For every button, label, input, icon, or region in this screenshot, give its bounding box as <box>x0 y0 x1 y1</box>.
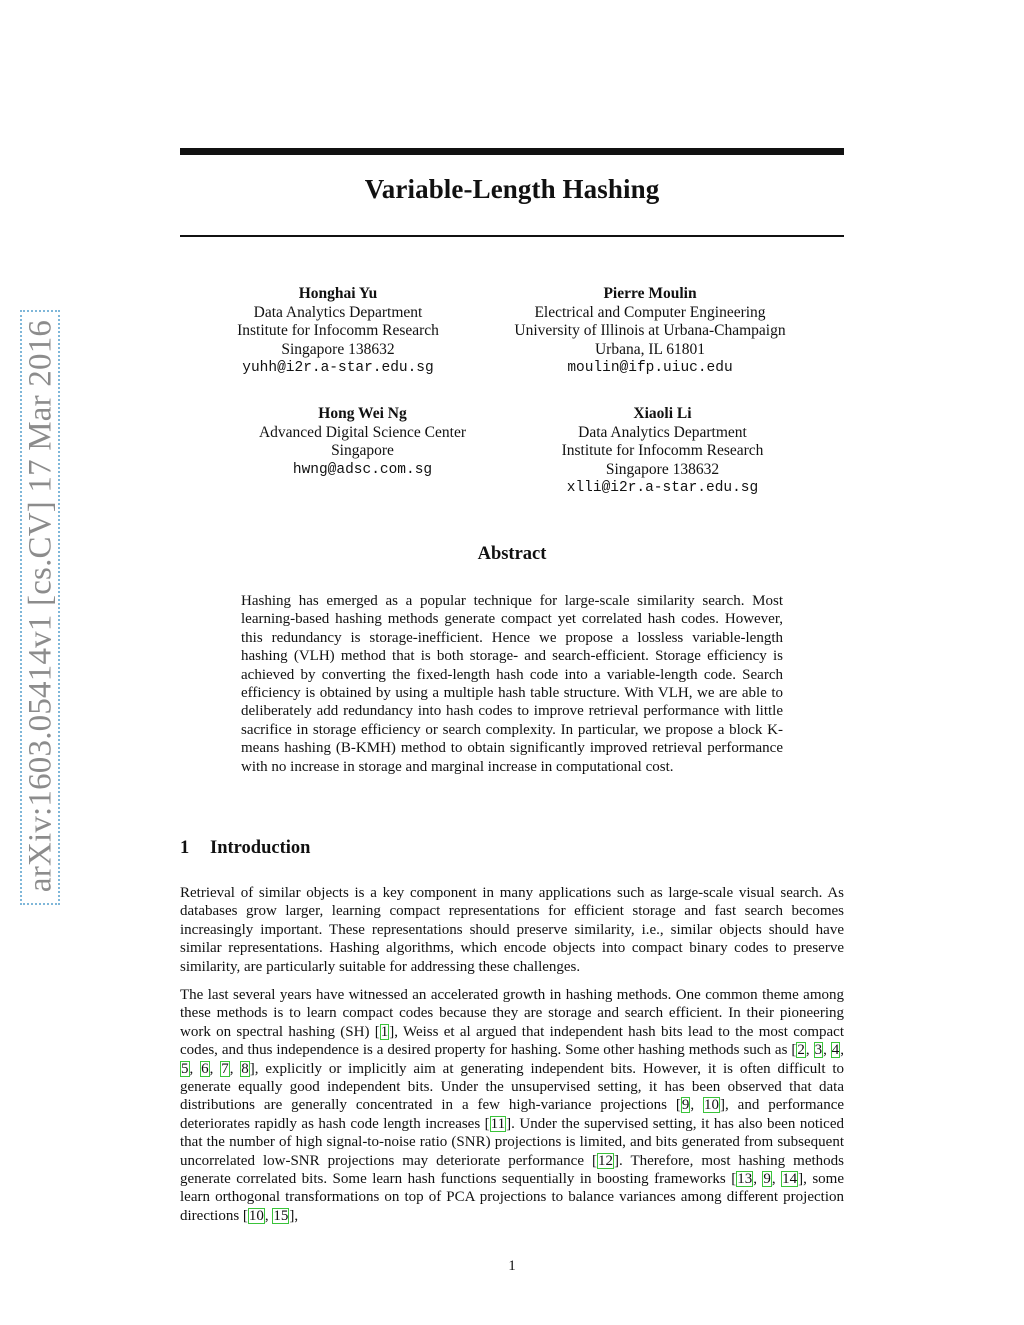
author-affiliation: University of Illinois at Urbana-Champaign <box>514 322 786 339</box>
section-number: 1 <box>180 838 190 858</box>
page-number: 1 <box>508 1258 516 1274</box>
paper-title: Variable-Length Hashing <box>364 174 660 204</box>
author-affiliation: Institute for Infocomm Research <box>561 442 764 459</box>
citation-link[interactable]: 10 <box>248 1207 264 1224</box>
author-email: moulin@ifp.uiuc.edu <box>567 360 733 376</box>
citation-link[interactable]: 6 <box>201 1060 209 1077</box>
citation-link[interactable]: 14 <box>782 1171 798 1188</box>
author-affiliation: Urbana, IL 61801 <box>594 340 706 358</box>
author-block-4 <box>530 405 795 498</box>
text-run: ]. Under the supervised setting, it has also been noticed that the number of high signal-to-noise ratio (SNR) projections is limited, and bits generated from subsequent uncorrelated low-SNR projections may deteriorate performance [ <box>180 1115 844 1169</box>
citation-link[interactable]: 7 <box>221 1060 229 1077</box>
text-run: ], <box>289 1207 299 1224</box>
section-heading <box>180 838 310 859</box>
citation-link[interactable]: 13 <box>737 1171 753 1188</box>
citation-link[interactable]: 9 <box>681 1097 690 1114</box>
author-name: Honghai Yu <box>298 285 378 302</box>
text-run: ]. Therefore, most hashing methods generate correlated bits. Some learn hash functions sequentially in boosting frameworks [ <box>180 1152 844 1188</box>
citation-link[interactable]: 5 <box>181 1060 189 1077</box>
author-email: yuhh@i2r.a-star.edu.sg <box>242 360 434 376</box>
author-affiliation: Singapore <box>331 442 394 459</box>
abstract-text: Hashing has emerged as a popular technique for large-scale similarity search. Most learning-based hashing methods generate compact yet correlated hash codes. However, this redundancy is storage-inefficient. Hence we propose a lossless variable-length hashing (VLH) method that is both storage- and search-efficient. Storage efficiency is achieved by converting the fixed-length hash code into a variable-length code. Search efficiency is obtained by using a multiple hash table structure. With VLH, we are able to deliberately add redundancy into hash codes to improve retrieval performance with little sacrifice in storage efficiency or search complexity. In particular, we propose a block K-means hashing (B-KMH) method to obtain significantly improved retrieval performance with no increase in storage and marginal increase in computational cost. <box>241 593 783 775</box>
citation-link[interactable]: 11 <box>490 1115 506 1132</box>
citation-link[interactable]: 3 <box>814 1042 823 1059</box>
author-block-2 <box>500 285 800 378</box>
author-block-1 <box>198 285 478 378</box>
author-name: Hong Wei Ng <box>318 405 407 422</box>
intro-paragraph-2: The last several years have witnessed an accelerated growth in hashing methods. One common theme among these methods is to learn compact codes because they are storage and search efficient. In their pioneering work on spectral hashing (SH) [1], Weiss et al argued that independent hash bits lead to the most compact codes, and thus independence is a desired property for hashing. Some other hashing methods such as [2, 3, 4, 5, 6, 7, 8], explicitly or implicitly aim at generating independent bits. However, it is often difficult to generate equally good independent bits. Under the unsupervised setting, it has been observed that data distributions are generally concentrated in a few high-variance projections [9, 10], and performance deteriorates rapidly as hash code length increases [11]. Under the supervised setting, it has also been noticed that the number of high signal-to-noise ratio (SNR) projections is limited, and bits generated from subsequent uncorrelated low-SNR projections may deteriorate performance [12]. Therefore, most hashing methods generate correlated bits. Some learn hash functions sequentially in boosting frameworks [13, 9, 14], some learn orthogonal transformations on top of PCA projections to balance variances among different projection directions [10, 15], <box>180 987 845 1224</box>
citation-link[interactable]: 1 <box>380 1023 389 1040</box>
citation-link[interactable]: 8 <box>241 1060 249 1077</box>
author-affiliation: Institute for Infocomm Research <box>237 322 439 339</box>
author-affiliation: Data Analytics Department <box>253 303 423 321</box>
citation-link[interactable]: 12 <box>598 1152 613 1169</box>
citation-link[interactable]: 15 <box>273 1207 289 1224</box>
author-affiliation: Data Analytics Department <box>578 423 747 441</box>
author-affiliation: Singapore 138632 <box>605 460 720 478</box>
section-title: Introduction <box>210 838 311 858</box>
author-name: Xiaoli Li <box>633 405 692 422</box>
abstract-heading: Abstract <box>477 544 547 564</box>
citation-link[interactable]: 9 <box>763 1171 771 1188</box>
title-bottom-rule <box>180 235 844 237</box>
title-top-rule <box>180 148 844 155</box>
text-run: ], and performance deteriorates rapidly as hash code length increases [ <box>180 1097 845 1132</box>
author-email: hwng@adsc.com.sg <box>292 461 433 478</box>
author-affiliation: Advanced Digital Science Center <box>258 423 467 441</box>
intro-paragraph-1: Retrieval of similar objects is a key component in many applications such as large-scale visual search. As databases grow larger, learning compact representations for efficient storage and fast search becomes increasingly important. These representations should preserve similarity, i.e., similar objects should have similar representations. Hashing algorithms, which encode objects into compact binary codes to preserve similarity, are particularly suitable for addressing these challenges. <box>180 885 844 975</box>
author-email: xlli@i2r.a-star.edu.sg <box>566 480 759 496</box>
text-run: The last several years have witnessed an accelerated growth in hashing methods. One common theme among these methods is to learn compact codes because they are storage and search efficient. In their pioneering work on spectral hashing (SH) [ <box>180 987 844 1040</box>
author-affiliation: Singapore 138632 <box>281 340 395 358</box>
arxiv-identifier: arXiv:1603.05414v1 [cs.CV] 17 Mar 2016 <box>22 319 59 893</box>
author-affiliation: Electrical and Computer Engineering <box>534 303 766 321</box>
text-run: ], Weiss et al argued that independent hash bits lead to the most compact codes, and thus independence is a desired property for hashing. Some other hashing methods such as [ <box>180 1023 845 1059</box>
text-run: ], some learn orthogonal transformations on top of PCA projections to balance variances among different projection directions [ <box>180 1171 844 1224</box>
citation-link[interactable]: 4 <box>831 1042 840 1059</box>
text-run: ], explicitly or implicitly aim at generating independent bits. However, it is often difficult to generate equally good independent bits. Under the unsupervised setting, it has been observed that data distributions are generally concentrated in a few high-variance projections [ <box>180 1060 845 1114</box>
author-block-3 <box>230 405 495 479</box>
citation-link[interactable]: 10 <box>704 1097 720 1114</box>
author-name: Pierre Moulin <box>603 285 697 302</box>
citation-link[interactable]: 2 <box>797 1042 805 1059</box>
